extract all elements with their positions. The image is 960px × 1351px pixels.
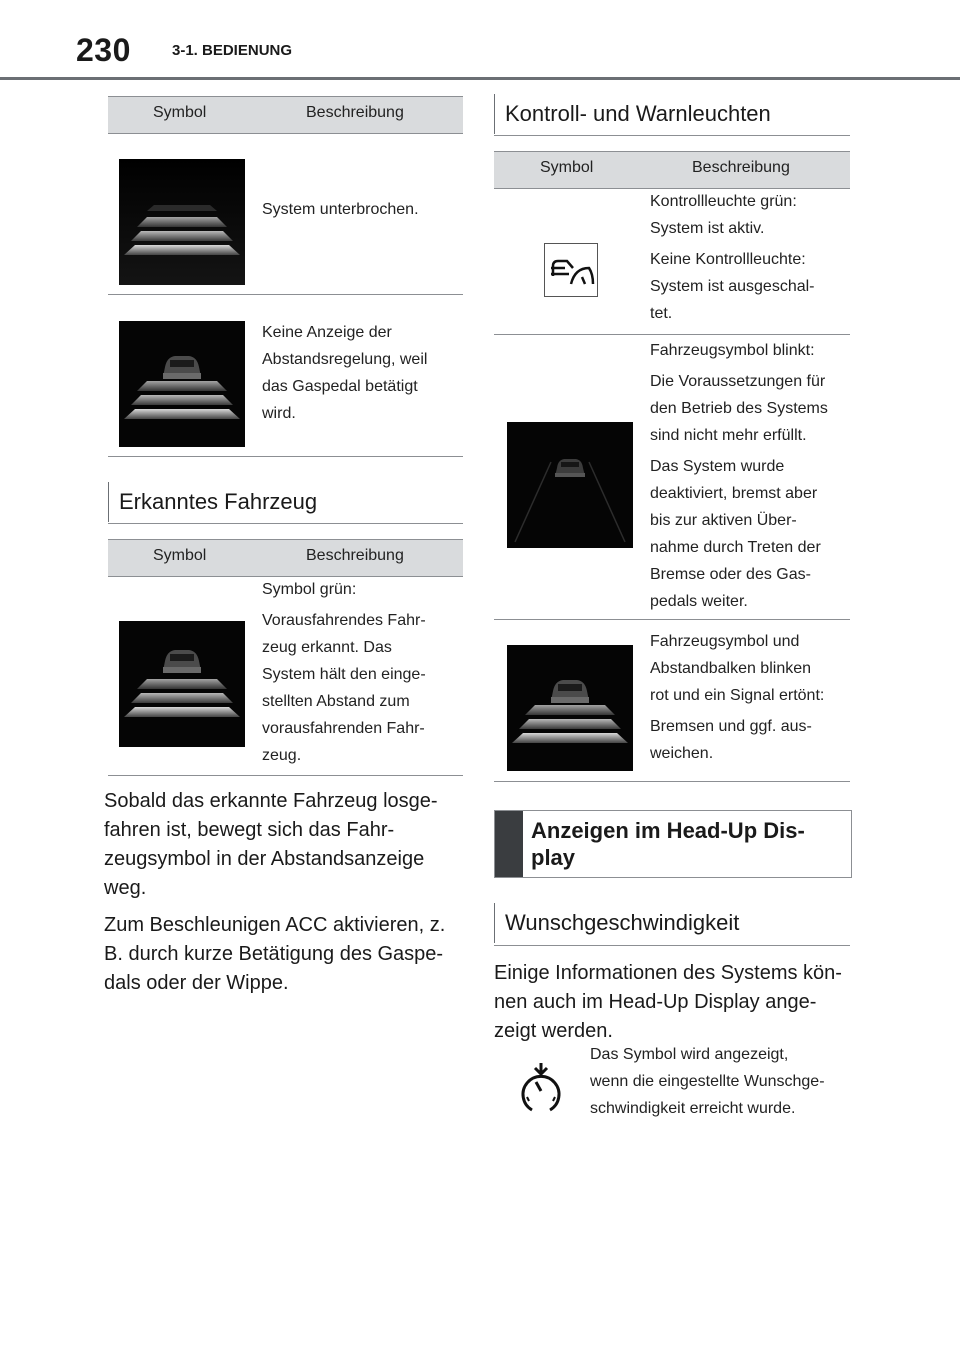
distance-bars-no-vehicle-image (119, 159, 245, 285)
car-icon (163, 356, 201, 379)
description-line: Symbol grün: (262, 581, 357, 598)
row-description (650, 628, 850, 767)
description-line: deaktiviert, bremst aber (650, 485, 818, 502)
description-line: tet. (650, 305, 673, 322)
wunsch-body (494, 959, 854, 1046)
column-description: Beschreibung (306, 104, 404, 121)
description-line: Vorausfahrendes Fahr- (262, 612, 426, 629)
description-line: Bremsen und ggf. aus- (650, 718, 812, 735)
description-line: Das Symbol wird angezeigt, (590, 1046, 789, 1063)
description-line: Fahrzeugsymbol blinkt: (650, 342, 815, 359)
page-number: 230 (76, 32, 131, 68)
description-line: System ist ausgeschal- (650, 278, 815, 295)
row-description (650, 188, 846, 327)
text-line: dals oder der Wippe. (104, 972, 289, 994)
description-line: Kontrollleuchte grün: (650, 193, 797, 210)
vehicle-symbol-blinking-image (507, 422, 633, 548)
column-description: Beschreibung (692, 159, 790, 176)
column-symbol: Symbol (153, 104, 207, 121)
description-line: bis zur aktiven Über- (650, 512, 797, 529)
title-line: play (531, 845, 576, 870)
description-line: pedals weiter. (650, 593, 748, 610)
hud-section-box (494, 810, 852, 878)
text-line: zeigt werden. (494, 1020, 613, 1042)
section-rule (494, 135, 850, 136)
row-description (650, 337, 850, 615)
title-line: Anzeigen im Head-Up Dis- (531, 818, 805, 843)
acc-indicator-icon (544, 243, 598, 297)
description-line: vorausfahrenden Fahr- (262, 720, 425, 737)
section-title-kontroll-warnleuchten: Kontroll- und Warnleuchten (494, 94, 850, 134)
section-rule (108, 523, 463, 524)
text-line: fahren ist, bewegt sich das Fahr- (104, 819, 395, 841)
text-line: nen auch im Head-Up Display ange- (494, 991, 817, 1013)
table-divider (108, 775, 463, 776)
description-line: weichen. (650, 745, 714, 762)
speedometer-description (590, 1041, 860, 1122)
car-icon (163, 650, 201, 673)
description-line: Abstandsregelung, weil (262, 351, 428, 368)
detected-vehicle-image (119, 621, 245, 747)
text-line: Sobald das erkannte Fahrzeug losge- (104, 790, 438, 812)
body-paragraphs-left (104, 787, 464, 1006)
description-line: System unterbrochen. (262, 201, 419, 218)
description-line: Keine Kontrollleuchte: (650, 251, 806, 268)
description-line: Abstandbalken blinken (650, 660, 812, 677)
section-title-erkanntes-fahrzeug: Erkanntes Fahrzeug (108, 482, 463, 522)
description-line: Die Voraussetzungen für (650, 373, 826, 390)
speedometer-icon (516, 1060, 566, 1116)
hud-section-title (531, 817, 805, 871)
hud-section-bar (495, 811, 523, 877)
paragraph (104, 787, 464, 903)
distance-bars-vehicle-image (119, 321, 245, 447)
table-divider (494, 781, 850, 782)
table-header (494, 151, 850, 189)
description-line: nahme durch Treten der (650, 539, 821, 556)
row-description (262, 319, 458, 427)
car-icon (551, 680, 589, 703)
row-description (262, 196, 452, 227)
text-line: Einige Informationen des Systems kön- (494, 962, 842, 984)
text-line: Zum Beschleunigen ACC aktivieren, z. (104, 914, 446, 936)
description-line: den Betrieb des Systems (650, 400, 828, 417)
column-symbol: Symbol (153, 547, 207, 564)
chapter-title: 3-1. BEDIENUNG (172, 42, 293, 59)
description-line: System hält den einge- (262, 666, 426, 683)
table-header (108, 96, 463, 134)
column-description: Beschreibung (306, 547, 404, 564)
description-line: zeug erkannt. Das (262, 639, 392, 656)
description-line: sind nicht mehr erfüllt. (650, 427, 807, 444)
table-divider (108, 294, 463, 295)
description-line: Fahrzeugsymbol und (650, 633, 800, 650)
text-line: B. durch kurze Betätigung des Gaspe- (104, 943, 444, 965)
description-line: rot und ein Signal ertönt: (650, 687, 825, 704)
vehicle-symbol-red-image (507, 645, 633, 771)
table-divider (494, 334, 850, 335)
header-rule (0, 77, 960, 80)
table-divider (108, 456, 463, 457)
row-description (262, 576, 458, 769)
description-line: System ist aktiv. (650, 220, 765, 237)
description-line: Das System wurde (650, 458, 785, 475)
text-line: zeugsymbol in der Abstandsanzeige (104, 848, 425, 870)
description-line: wenn die eingestellte Wunschge- (590, 1073, 825, 1090)
column-symbol: Symbol (540, 159, 594, 176)
description-line: Bremse oder des Gas- (650, 566, 811, 583)
text-line: weg. (104, 877, 147, 899)
section-title-wunschgeschwindigkeit: Wunschgeschwindigkeit (494, 903, 850, 943)
description-line: stellten Abstand zum (262, 693, 410, 710)
description-line: das Gaspedal betätigt (262, 378, 418, 395)
car-icon (555, 459, 585, 477)
table-header (108, 539, 463, 577)
description-line: zeug. (262, 747, 302, 764)
table-divider (494, 619, 850, 620)
description-line: wird. (262, 405, 296, 422)
description-line: schwindigkeit erreicht wurde. (590, 1100, 796, 1117)
paragraph (104, 911, 464, 998)
description-line: Keine Anzeige der (262, 324, 392, 341)
section-rule (494, 945, 850, 946)
